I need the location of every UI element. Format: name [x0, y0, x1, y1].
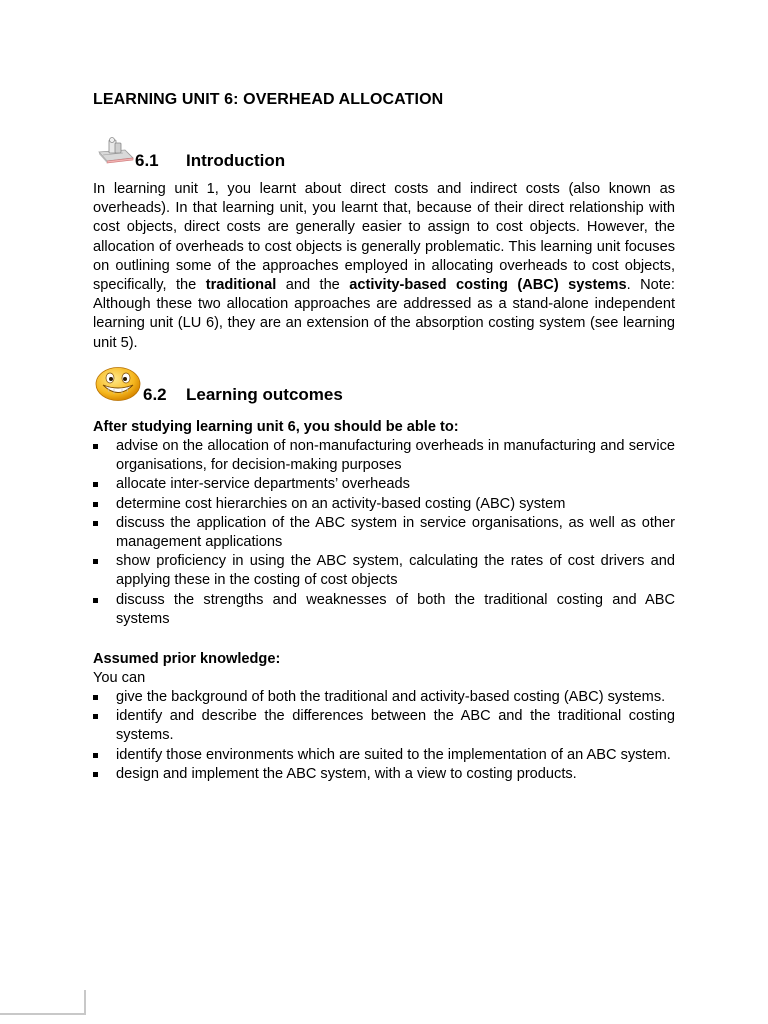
list-item: [93, 552, 675, 590]
section-title: Learning outcomes: [186, 385, 343, 404]
list-item: [93, 591, 675, 629]
list-item: [93, 437, 675, 475]
list-item: [93, 514, 675, 552]
bullet-icon: [93, 714, 98, 719]
section-title: Introduction: [186, 151, 286, 170]
list-item-text: allocate inter-service departments’ overheads: [116, 476, 410, 493]
list-item: [93, 495, 675, 514]
books-icon: [95, 136, 135, 166]
list-item-text: give the background of both the traditional and activity-based costing (ABC) systems.: [116, 689, 666, 705]
bullet-icon: [93, 695, 98, 700]
learning-outcomes-list: [93, 437, 675, 629]
intro-text: and the: [276, 277, 350, 294]
list-item: [93, 475, 675, 494]
bullet-icon: [93, 444, 98, 449]
prior-knowledge-list: [93, 688, 675, 784]
section-heading-learning-outcomes: [143, 385, 343, 405]
list-item-text: advise on the allocation of non-manufacturing overheads in manufacturing and service organisations, for decision-making purposes: [116, 438, 675, 474]
outcomes-lead: After studying learning unit 6, you should be able to:: [93, 419, 459, 435]
introduction-paragraph: [93, 180, 675, 353]
bullet-icon: [93, 482, 98, 487]
section-number: 6.1: [135, 151, 159, 170]
list-item-text: discuss the strengths and weaknesses of both the traditional costing and ABC systems: [116, 591, 675, 627]
list-item-text: discuss the application of the ABC system in service organisations, as well as other management applications: [116, 514, 675, 551]
page-title: LEARNING UNIT 6: OVERHEAD ALLOCATION: [93, 91, 444, 108]
bullet-icon: [93, 753, 98, 758]
list-item-text: identify and describe the differences between the ABC and the traditional costing systems.: [116, 708, 675, 744]
bullet-icon: [93, 598, 98, 603]
list-item-text: design and implement the ABC system, with a view to costing products.: [116, 765, 577, 782]
list-item: [93, 746, 675, 765]
section-number: 6.2: [143, 385, 167, 404]
bullet-icon: [93, 521, 98, 526]
bullet-icon: [93, 772, 98, 777]
list-item-text: show proficiency in using the ABC system, calculating the rates of cost drivers and applying these in the costing of cost objects: [116, 553, 675, 589]
smiley-icon: [94, 366, 142, 402]
list-item: [93, 765, 675, 784]
intro-bold-traditional: traditional: [205, 277, 277, 294]
page-corner-mark: [0, 990, 86, 1015]
bullet-icon: [93, 502, 98, 507]
prior-knowledge-heading: Assumed prior knowledge:: [93, 651, 281, 667]
section-heading-introduction: [135, 151, 285, 171]
intro-text: In learning unit 1, you learnt about direct costs and indirect costs (also known as overheads). In that learning unit, you learnt that, because of their direct relationship with cost objects, direct costs are generally easier to assign to cost objects. However, the allocation of overheads to cost objects is generally problematic. This learning unit focuses on outlining some of the approaches employed in allocating overheads to cost objects, specifically, the: [93, 181, 675, 294]
list-item: [93, 688, 675, 707]
intro-bold-abc: activity-based costing (ABC) systems: [349, 277, 627, 294]
list-item: [93, 707, 675, 745]
list-item-text: determine cost hierarchies on an activity-based costing (ABC) system: [116, 495, 566, 512]
prior-knowledge-intro: You can: [93, 670, 146, 686]
list-item-text: identify those environments which are suited to the implementation of an ABC system.: [116, 746, 671, 763]
bullet-icon: [93, 559, 98, 564]
intro-text: . Note: Although these two allocation approaches are addressed as a stand-alone independent learning unit (LU 6), they are an extension of the absorption costing system (see learning unit 5).: [93, 277, 675, 351]
